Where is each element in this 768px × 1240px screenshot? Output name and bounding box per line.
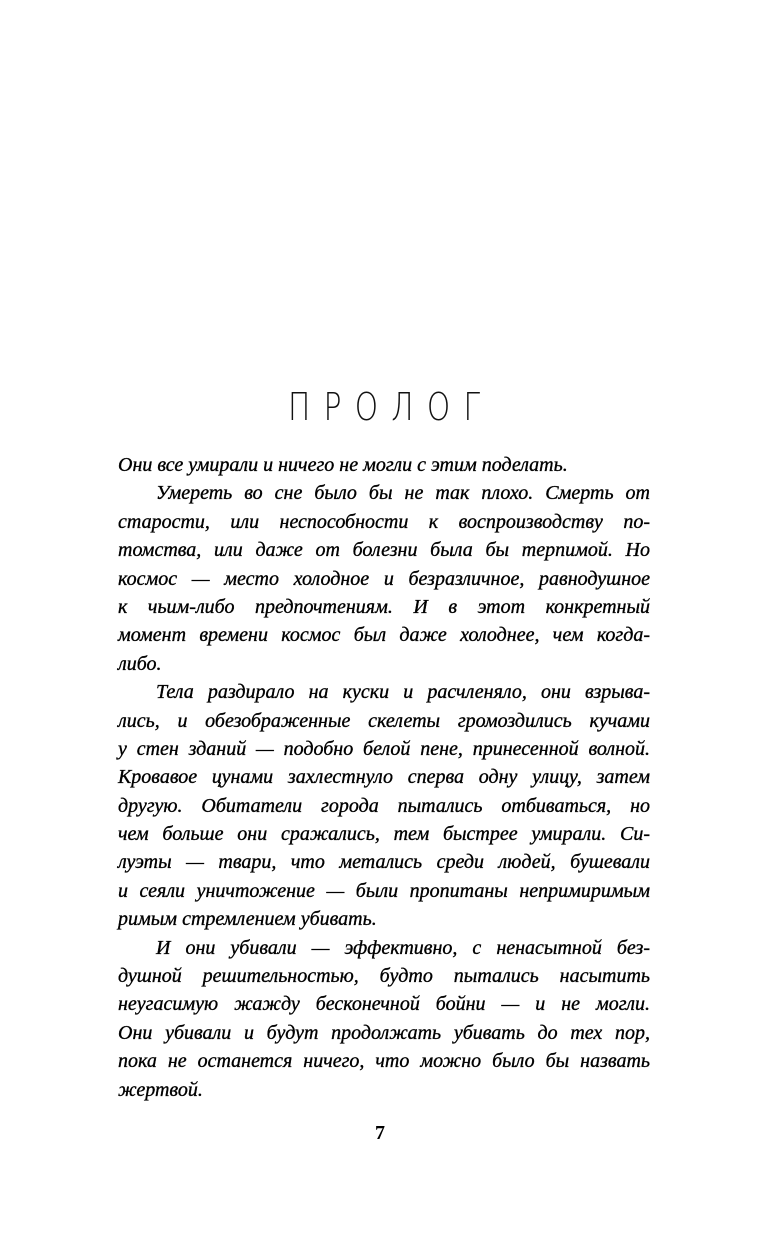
chapter-title: ПРОЛОГ bbox=[288, 385, 494, 429]
text-line: Они все умирали и ничего не могли с этим поделать. bbox=[118, 454, 568, 476]
text-line: жертвой. bbox=[118, 1078, 203, 1101]
text-line: у стен зданий — подобно белой пене, принесенной волной. bbox=[118, 737, 650, 760]
text-line: старости, или неспособности к воспроизводству по- bbox=[118, 510, 650, 533]
text-line: космос — место холодное и безразличное, равнодушное bbox=[118, 567, 650, 590]
page-number: 7 bbox=[375, 1122, 385, 1144]
text-line: момент времени космос был даже холоднее, чем когда- bbox=[118, 624, 650, 647]
text-line: чем больше они сражались, тем быстрее умирали. Си- bbox=[118, 823, 650, 846]
text-line: другую. Обитатели города пытались отбиваться, но bbox=[118, 794, 650, 817]
text-line: либо. bbox=[118, 652, 162, 675]
text-line: И они убивали — эффективно, с ненасытной без- bbox=[156, 936, 650, 959]
text-line: томства, или даже от болезни была бы терпимой. Но bbox=[118, 539, 650, 562]
text-line: Тела раздирало на куски и расчленяло, они взрыва- bbox=[156, 681, 650, 704]
text-line: Они убивали и будут продолжать убивать до тех пор, bbox=[118, 1021, 650, 1044]
text-line: неугасимую жажду бесконечной бойни — и не могли. bbox=[118, 993, 650, 1016]
text-line: луэты — твари, что метались среди людей, бушевали bbox=[118, 851, 650, 874]
text-line: пока не останется ничего, что можно было бы назвать bbox=[118, 1050, 650, 1073]
body-text bbox=[118, 451, 650, 1104]
text-line: Кровавое цунами захлестнуло сперва одну улицу, затем bbox=[118, 766, 650, 789]
text-line: лись, и обезображенные скелеты громоздились кучами bbox=[118, 709, 650, 732]
text-line: к чьим-либо предпочтениям. И в этот конкретный bbox=[118, 595, 650, 618]
text-line: Умереть во сне было бы не так плохо. Смерть от bbox=[156, 482, 650, 505]
text-line: душной решительностью, будто пытались насытить bbox=[118, 965, 650, 988]
text-line: римым стремлением убивать. bbox=[118, 908, 377, 931]
text-line: и сеяли уничтожение — были пропитаны непримиримым bbox=[118, 879, 650, 902]
